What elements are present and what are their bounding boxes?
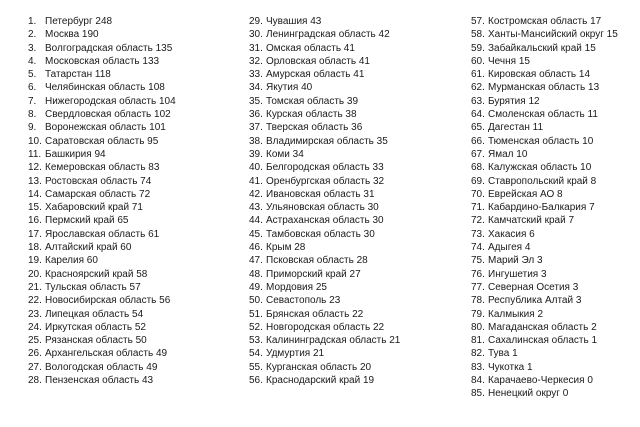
item-rank: 54. [249, 348, 263, 360]
item-label: Пензенская область 43 [45, 375, 154, 387]
list-item [249, 81, 400, 94]
item-label: Марий Эл 3 [488, 255, 543, 267]
item-label: Смоленская область 11 [488, 109, 598, 121]
item-rank: 78. [471, 295, 485, 307]
item-rank: 28. [28, 375, 42, 387]
list-item [471, 55, 618, 68]
item-label: Амурская область 41 [266, 69, 365, 81]
ranking-column-3 [471, 15, 618, 401]
item-rank: 68. [471, 162, 485, 174]
item-label: Еврейская АО 8 [488, 188, 563, 200]
item-label: Мордовия 25 [266, 281, 327, 293]
list-item [471, 68, 618, 81]
item-label: Ивановская область 31 [266, 188, 375, 200]
item-label: Рязанская область 50 [45, 335, 147, 347]
item-rank: 60. [471, 55, 485, 67]
list-item [28, 374, 176, 387]
item-label: Чукотка 1 [488, 361, 533, 373]
list-item [249, 135, 400, 148]
list-item [249, 68, 400, 81]
list-item [471, 268, 618, 281]
list-item [28, 135, 176, 148]
item-label: Вологодская область 49 [45, 361, 158, 373]
list-item [28, 347, 176, 360]
item-label: Курская область 38 [266, 109, 357, 121]
item-rank: 30. [249, 29, 263, 41]
list-item [249, 188, 400, 201]
item-rank: 85. [471, 388, 485, 400]
item-rank: 44. [249, 215, 263, 227]
list-item [471, 281, 618, 294]
item-rank: 62. [471, 82, 485, 94]
item-label: Самарская область 72 [45, 188, 151, 200]
item-label: Нижегородская область 104 [45, 95, 176, 107]
item-label: Брянская область 22 [266, 308, 364, 320]
item-rank: 29. [249, 16, 263, 27]
item-rank: 1. [28, 16, 37, 27]
item-label: Кемеровская область 83 [45, 162, 160, 174]
item-label: Омская область 41 [266, 42, 355, 54]
list-item [471, 228, 618, 241]
list-item [249, 308, 400, 321]
list-item [249, 42, 400, 55]
list-item [249, 95, 400, 108]
item-rank: 40. [249, 162, 263, 174]
list-item [249, 108, 400, 121]
item-label: Челябинская область 108 [45, 82, 165, 94]
list-item [28, 334, 176, 347]
item-label: Пермский край 65 [45, 215, 129, 227]
item-rank: 10. [28, 135, 42, 147]
item-label: Свердловская область 102 [45, 109, 171, 121]
item-rank: 51. [249, 308, 263, 320]
list-item [471, 387, 618, 400]
list-item [28, 175, 176, 188]
item-rank: 2. [28, 29, 37, 41]
list-item [28, 268, 176, 281]
list-item [249, 294, 400, 307]
item-rank: 65. [471, 122, 485, 134]
item-rank: 19. [28, 255, 42, 267]
list-item [471, 374, 618, 387]
item-rank: 49. [249, 281, 263, 293]
list-item [249, 241, 400, 254]
list-item [471, 161, 618, 174]
item-label: Башкирия 94 [45, 148, 106, 160]
item-rank: 75. [471, 255, 485, 267]
list-item [28, 148, 176, 161]
item-label: Волгоградская область 135 [45, 42, 173, 54]
item-rank: 77. [471, 281, 485, 293]
item-label: Калининградская область 21 [266, 335, 401, 347]
list-item [471, 42, 618, 55]
item-rank: 64. [471, 109, 485, 121]
item-rank: 81. [471, 335, 485, 347]
item-rank: 73. [471, 228, 485, 240]
item-rank: 11. [28, 148, 42, 160]
list-item [28, 161, 176, 174]
item-label: Липецкая область 54 [45, 308, 144, 320]
item-label: Калмыкия 2 [488, 308, 543, 320]
list-item [249, 361, 400, 374]
list-item [28, 81, 176, 94]
item-label: Карачаево-Черкесия 0 [488, 375, 593, 387]
item-label: Сахалинская область 1 [488, 335, 598, 347]
item-label: Камчатский край 7 [488, 215, 575, 227]
item-label: Республика Алтай 3 [488, 295, 582, 307]
list-item [28, 294, 176, 307]
item-rank: 25. [28, 335, 42, 347]
item-rank: 32. [249, 55, 263, 67]
item-label: Московская область 133 [45, 55, 160, 67]
list-item [471, 15, 618, 28]
item-rank: 53. [249, 335, 263, 347]
item-label: Магаданская область 2 [488, 321, 597, 333]
item-rank: 42. [249, 188, 263, 200]
item-label: Петербург 248 [45, 16, 113, 27]
item-rank: 18. [28, 242, 42, 254]
list-item [471, 135, 618, 148]
item-rank: 38. [249, 135, 263, 147]
item-rank: 56. [249, 375, 263, 387]
list-item [249, 228, 400, 241]
item-label: Краснодарский край 19 [266, 375, 375, 387]
item-rank: 4. [28, 55, 37, 67]
list-item [249, 28, 400, 41]
item-rank: 76. [471, 268, 485, 280]
list-item [249, 321, 400, 334]
list-item [249, 161, 400, 174]
item-rank: 35. [249, 95, 263, 107]
list-item [28, 241, 176, 254]
list-item [249, 15, 400, 28]
list-item [249, 214, 400, 227]
item-label: Мурманская область 13 [488, 82, 600, 94]
item-label: Калужская область 10 [488, 162, 592, 174]
item-label: Астраханская область 30 [266, 215, 384, 227]
item-label: Ярославская область 61 [45, 228, 160, 240]
list-item [471, 241, 618, 254]
list-item [471, 28, 618, 41]
item-label: Татарстан 118 [45, 69, 111, 81]
item-label: Бурятия 12 [488, 95, 540, 107]
item-label: Северная Осетия 3 [488, 281, 579, 293]
list-item [249, 334, 400, 347]
item-rank: 70. [471, 188, 485, 200]
item-label: Чувашия 43 [266, 16, 322, 27]
list-item [471, 95, 618, 108]
item-rank: 39. [249, 148, 263, 160]
item-rank: 5. [28, 69, 37, 81]
list-item [471, 175, 618, 188]
item-rank: 17. [28, 228, 42, 240]
item-label: Севастополь 23 [266, 295, 341, 307]
ranking-column-1 [28, 15, 176, 387]
item-label: Белгородская область 33 [266, 162, 384, 174]
item-rank: 74. [471, 242, 485, 254]
item-label: Чечня 15 [488, 55, 530, 67]
list-item [471, 188, 618, 201]
list-item [471, 254, 618, 267]
item-rank: 66. [471, 135, 485, 147]
item-rank: 41. [249, 175, 263, 187]
item-rank: 82. [471, 348, 485, 360]
item-rank: 13. [28, 175, 42, 187]
list-item [28, 281, 176, 294]
item-label: Кабардино-Балкария 7 [488, 202, 595, 214]
item-rank: 31. [249, 42, 263, 54]
list-item [471, 214, 618, 227]
item-rank: 67. [471, 148, 485, 160]
item-label: Кировская область 14 [488, 69, 591, 81]
item-label: Дагестан 11 [488, 122, 544, 134]
item-label: Алтайский край 60 [45, 242, 132, 254]
item-label: Забайкальский край 15 [488, 42, 596, 54]
list-item [471, 81, 618, 94]
list-item [249, 254, 400, 267]
item-rank: 57. [471, 16, 485, 27]
item-rank: 63. [471, 95, 485, 107]
item-rank: 24. [28, 321, 42, 333]
item-rank: 6. [28, 82, 37, 94]
item-rank: 26. [28, 348, 42, 360]
item-rank: 48. [249, 268, 263, 280]
item-label: Костромская область 17 [488, 16, 602, 27]
item-label: Хабаровский край 71 [45, 202, 143, 214]
item-rank: 45. [249, 228, 263, 240]
item-rank: 69. [471, 175, 485, 187]
item-label: Адыгея 4 [488, 242, 531, 254]
item-rank: 7. [28, 95, 37, 107]
item-label: Новгородская область 22 [266, 321, 385, 333]
item-label: Новосибирская область 56 [45, 295, 171, 307]
item-label: Псковская область 28 [266, 255, 368, 267]
list-item [471, 108, 618, 121]
item-rank: 34. [249, 82, 263, 94]
item-label: Саратовская область 95 [45, 135, 159, 147]
list-item [28, 361, 176, 374]
item-label: Архангельская область 49 [45, 348, 168, 360]
item-rank: 46. [249, 242, 263, 254]
item-rank: 16. [28, 215, 42, 227]
item-label: Тамбовская область 30 [266, 228, 375, 240]
item-label: Якутия 40 [266, 82, 313, 94]
item-label: Тува 1 [488, 348, 518, 360]
list-item [471, 321, 618, 334]
item-rank: 37. [249, 122, 263, 134]
item-label: Владимирская область 35 [266, 135, 388, 147]
list-item [471, 347, 618, 360]
list-item [249, 121, 400, 134]
item-rank: 3. [28, 42, 37, 54]
list-item [28, 254, 176, 267]
list-item [471, 308, 618, 321]
item-rank: 79. [471, 308, 485, 320]
list-item [249, 175, 400, 188]
item-label: Крым 28 [266, 242, 306, 254]
item-label: Тверская область 36 [266, 122, 363, 134]
item-rank: 80. [471, 321, 485, 333]
list-item [28, 42, 176, 55]
item-label: Ульяновская область 30 [266, 202, 379, 214]
item-rank: 50. [249, 295, 263, 307]
item-label: Ямал 10 [488, 148, 528, 160]
list-item [249, 55, 400, 68]
item-label: Карелия 60 [45, 255, 98, 267]
item-label: Воронежская область 101 [45, 122, 166, 134]
item-label: Ненецкий округ 0 [488, 388, 569, 400]
item-label: Приморский край 27 [266, 268, 361, 280]
list-item [28, 321, 176, 334]
item-label: Коми 34 [266, 148, 304, 160]
list-item [28, 68, 176, 81]
list-item [471, 148, 618, 161]
list-item [28, 95, 176, 108]
item-rank: 14. [28, 188, 42, 200]
item-rank: 12. [28, 162, 42, 174]
list-item [28, 201, 176, 214]
item-rank: 58. [471, 29, 485, 41]
list-item [249, 347, 400, 360]
list-item [28, 121, 176, 134]
item-rank: 71. [471, 202, 485, 214]
list-item [471, 294, 618, 307]
list-item [28, 214, 176, 227]
list-item [249, 268, 400, 281]
item-rank: 61. [471, 69, 485, 81]
list-item [471, 201, 618, 214]
item-label: Орловская область 41 [266, 55, 370, 67]
item-rank: 47. [249, 255, 263, 267]
item-label: Ханты-Мансийский округ 15 [488, 29, 618, 41]
item-rank: 72. [471, 215, 485, 227]
item-label: Ростовская область 74 [45, 175, 152, 187]
item-rank: 52. [249, 321, 263, 333]
list-item [28, 15, 176, 28]
item-rank: 21. [28, 281, 42, 293]
item-rank: 15. [28, 202, 42, 214]
item-label: Ставропольский край 8 [488, 175, 597, 187]
list-item [471, 121, 618, 134]
item-rank: 23. [28, 308, 42, 320]
item-label: Томская область 39 [266, 95, 359, 107]
ranking-column-2 [249, 15, 400, 387]
item-rank: 43. [249, 202, 263, 214]
list-item [471, 361, 618, 374]
list-item [249, 148, 400, 161]
list-item [249, 201, 400, 214]
item-label: Иркутская область 52 [45, 321, 146, 333]
item-label: Москва 190 [45, 29, 99, 41]
list-item [28, 28, 176, 41]
item-label: Курганская область 20 [266, 361, 372, 373]
item-label: Тюменская область 10 [488, 135, 594, 147]
item-rank: 59. [471, 42, 485, 54]
list-item [28, 108, 176, 121]
item-rank: 36. [249, 109, 263, 121]
item-rank: 83. [471, 361, 485, 373]
item-label: Удмуртия 21 [266, 348, 325, 360]
list-item [28, 228, 176, 241]
item-label: Ленинградская область 42 [266, 29, 390, 41]
item-rank: 84. [471, 375, 485, 387]
item-rank: 8. [28, 109, 37, 121]
list-item [471, 334, 618, 347]
item-label: Ингушетия 3 [488, 268, 547, 280]
item-rank: 55. [249, 361, 263, 373]
item-label: Красноярский край 58 [45, 268, 148, 280]
list-item [28, 308, 176, 321]
item-label: Хакасия 6 [488, 228, 535, 240]
item-rank: 33. [249, 69, 263, 81]
item-rank: 22. [28, 295, 42, 307]
item-label: Тульская область 57 [45, 281, 141, 293]
item-label: Оренбургская область 32 [266, 175, 385, 187]
item-rank: 20. [28, 268, 42, 280]
list-item [28, 55, 176, 68]
list-item [28, 188, 176, 201]
item-rank: 9. [28, 122, 37, 134]
item-rank: 27. [28, 361, 42, 373]
list-item [249, 281, 400, 294]
list-item [249, 374, 400, 387]
